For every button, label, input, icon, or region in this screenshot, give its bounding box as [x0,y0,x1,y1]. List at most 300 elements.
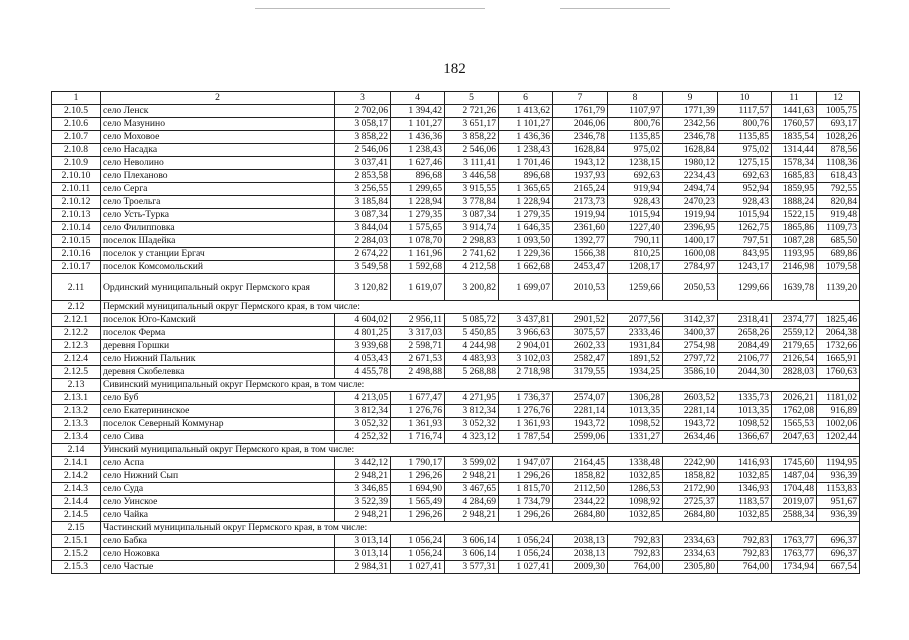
table-row [52,561,860,574]
value-cell: 1108,36 [817,157,860,170]
row-code: 2.10.10 [52,170,101,183]
value-cell: 3 606,14 [445,535,499,548]
value-cell: 1098,52 [718,418,772,431]
value-cell: 2126,54 [772,353,817,366]
value-cell: 696,37 [817,535,860,548]
row-code: 2.10.6 [52,118,101,131]
table-row [52,405,860,418]
value-cell: 1243,17 [718,261,772,274]
group-title: Частинский муниципальный округ Пермского края, в том числе: [101,522,860,535]
value-cell: 2 721,26 [445,105,499,118]
value-cell: 1 093,50 [499,235,553,248]
value-cell: 1 101,27 [391,118,445,131]
value-cell: 1565,53 [772,418,817,431]
value-cell: 1980,12 [663,157,718,170]
value-cell: 3179,55 [553,366,608,379]
value-cell: 3 087,34 [335,209,391,222]
value-cell: 1 228,94 [391,196,445,209]
value-cell: 1 299,65 [391,183,445,196]
row-name: село Частые [101,561,335,574]
value-cell: 1153,83 [817,483,860,496]
value-cell: 2044,30 [718,366,772,379]
value-cell: 2658,26 [718,327,772,340]
value-cell: 1338,48 [608,457,663,470]
value-cell: 2470,23 [663,196,718,209]
value-cell: 2784,97 [663,261,718,274]
value-cell: 3 052,32 [335,418,391,431]
row-name: село Насадка [101,144,335,157]
value-cell: 3 317,03 [391,327,445,340]
row-code: 2.12.4 [52,353,101,366]
value-cell: 2334,63 [663,548,718,561]
value-cell: 1079,58 [817,261,860,274]
value-cell: 1013,35 [718,405,772,418]
row-code: 2.15.2 [52,548,101,561]
value-cell: 3 915,55 [445,183,499,196]
value-cell: 1 662,68 [499,261,553,274]
value-cell: 2 948,21 [445,509,499,522]
row-code: 2.10.13 [52,209,101,222]
value-cell: 4 284,69 [445,496,499,509]
value-cell: 4 323,12 [445,431,499,444]
value-cell: 1107,97 [608,105,663,118]
value-cell: 1 229,36 [499,248,553,261]
value-cell: 2582,47 [553,353,608,366]
value-cell: 928,43 [608,196,663,209]
top-rule-left [255,8,485,9]
value-cell: 3 256,55 [335,183,391,196]
tariff-table [51,91,860,574]
value-cell: 2396,95 [663,222,718,235]
value-cell: 1943,72 [663,418,718,431]
row-name: село Нижний Пальник [101,353,335,366]
value-cell: 820,84 [817,196,860,209]
table-row [52,340,860,353]
value-cell: 1183,57 [718,496,772,509]
value-cell: 1 734,79 [499,496,553,509]
value-cell: 2 284,03 [335,235,391,248]
value-cell: 2494,74 [663,183,718,196]
value-cell: 2077,56 [608,314,663,327]
row-code: 2.10.9 [52,157,101,170]
value-cell: 1 279,35 [499,209,553,222]
value-cell: 1 701,46 [499,157,553,170]
value-cell: 2797,72 [663,353,718,366]
value-cell: 1891,52 [608,353,663,366]
value-cell: 1 394,42 [391,105,445,118]
column-number-cell: 10 [718,92,772,105]
value-cell: 1 947,07 [499,457,553,470]
value-cell: 1825,46 [817,314,860,327]
value-cell: 1015,94 [718,209,772,222]
column-number-cell: 2 [101,92,335,105]
value-cell: 2 498,88 [391,366,445,379]
row-code: 2.10.16 [52,248,101,261]
row-code: 2.14 [52,444,101,457]
value-cell: 1032,85 [718,470,772,483]
value-cell: 1 276,76 [499,405,553,418]
value-cell: 3586,10 [663,366,718,379]
value-cell: 1 436,36 [499,131,553,144]
value-cell: 1015,94 [608,209,663,222]
value-cell: 3 013,14 [335,535,391,548]
value-cell: 2242,90 [663,457,718,470]
value-cell: 1194,95 [817,457,860,470]
row-name: село Филипповка [101,222,335,235]
value-cell: 1 296,26 [499,470,553,483]
row-name: село Аспа [101,457,335,470]
value-cell: 2179,65 [772,340,817,353]
value-cell: 792,83 [718,535,772,548]
value-cell: 1 027,41 [391,561,445,574]
value-cell: 2234,43 [663,170,718,183]
table-row [52,353,860,366]
value-cell: 1002,06 [817,418,860,431]
value-cell: 1181,02 [817,392,860,405]
value-cell: 2634,46 [663,431,718,444]
column-number-cell: 1 [52,92,101,105]
value-cell: 696,37 [817,548,860,561]
row-code: 2.10.14 [52,222,101,235]
value-cell: 3 013,14 [335,548,391,561]
value-cell: 2 956,11 [391,314,445,327]
value-cell: 3142,37 [663,314,718,327]
row-code: 2.10.8 [52,144,101,157]
value-cell: 2 598,71 [391,340,445,353]
row-code: 2.13.1 [52,392,101,405]
value-cell: 3 651,17 [445,118,499,131]
value-cell: 1135,85 [608,131,663,144]
row-code: 2.14.1 [52,457,101,470]
value-cell: 1 056,24 [499,548,553,561]
row-code: 2.10.12 [52,196,101,209]
value-cell: 1 279,35 [391,209,445,222]
value-cell: 790,11 [608,235,663,248]
value-cell: 1937,93 [553,170,608,183]
value-cell: 2684,80 [663,509,718,522]
row-code: 2.10.17 [52,261,101,274]
value-cell: 1032,85 [608,470,663,483]
column-number-cell: 5 [445,92,499,105]
table-row [52,248,860,261]
column-number-cell: 12 [817,92,860,105]
value-cell: 1 436,36 [391,131,445,144]
value-cell: 4 801,25 [335,327,391,340]
value-cell: 1013,35 [608,405,663,418]
value-cell: 1 276,76 [391,405,445,418]
value-cell: 2305,80 [663,561,718,574]
value-cell: 3400,37 [663,327,718,340]
row-code: 2.14.2 [52,470,101,483]
value-cell: 1 078,70 [391,235,445,248]
value-cell: 1745,60 [772,457,817,470]
column-number-cell: 3 [335,92,391,105]
row-name: село Чайка [101,509,335,522]
value-cell: 2684,80 [553,509,608,522]
row-name: село Сива [101,431,335,444]
value-cell: 843,95 [718,248,772,261]
value-cell: 692,63 [608,170,663,183]
value-cell: 1919,94 [663,209,718,222]
value-cell: 1032,85 [718,509,772,522]
table-row [52,235,860,248]
column-number-cell: 4 [391,92,445,105]
value-cell: 1 056,24 [391,535,445,548]
value-cell: 3 200,82 [445,274,499,301]
value-cell: 2281,14 [553,405,608,418]
value-cell: 916,89 [817,405,860,418]
row-code: 2.11 [52,274,101,301]
value-cell: 2 546,06 [335,144,391,157]
value-cell: 1109,73 [817,222,860,235]
value-cell: 2 674,22 [335,248,391,261]
row-name: село Екатерининское [101,405,335,418]
value-cell: 2 904,01 [499,340,553,353]
value-cell: 1238,15 [608,157,663,170]
value-cell: 3 844,04 [335,222,391,235]
value-cell: 1 716,74 [391,431,445,444]
group-title: Уинский муниципальный округ Пермского края, в том числе: [101,444,860,457]
value-cell: 2172,90 [663,483,718,496]
value-cell: 2 948,21 [335,509,391,522]
value-cell: 2599,06 [553,431,608,444]
value-cell: 2164,45 [553,457,608,470]
value-cell: 2165,24 [553,183,608,196]
value-cell: 1 677,47 [391,392,445,405]
row-name: село Ленск [101,105,335,118]
value-cell: 3 914,74 [445,222,499,235]
value-cell: 2281,14 [663,405,718,418]
value-cell: 1275,15 [718,157,772,170]
value-cell: 4 053,43 [335,353,391,366]
value-cell: 1 790,17 [391,457,445,470]
value-cell: 1193,95 [772,248,817,261]
value-cell: 1 565,49 [391,496,445,509]
table-row [52,105,860,118]
value-cell: 3 346,85 [335,483,391,496]
value-cell: 2047,63 [772,431,817,444]
value-cell: 3 812,34 [445,405,499,418]
value-cell: 3 858,22 [445,131,499,144]
value-cell: 685,50 [817,235,860,248]
value-cell: 1865,86 [772,222,817,235]
value-cell: 1762,08 [772,405,817,418]
table-row [52,418,860,431]
row-name: поселок у станции Ергач [101,248,335,261]
value-cell: 1 815,70 [499,483,553,496]
value-cell: 919,94 [608,183,663,196]
value-cell: 3075,57 [553,327,608,340]
value-cell: 1227,40 [608,222,663,235]
value-cell: 1919,94 [553,209,608,222]
table-row [52,196,860,209]
value-cell: 2 948,21 [335,470,391,483]
value-cell: 2026,21 [772,392,817,405]
value-cell: 2374,77 [772,314,817,327]
value-cell: 692,63 [718,170,772,183]
table-row [52,366,860,379]
value-cell: 1262,75 [718,222,772,235]
value-cell: 810,25 [608,248,663,261]
value-cell: 3 052,32 [445,418,499,431]
table-row [52,483,860,496]
value-cell: 1098,92 [608,496,663,509]
value-cell: 764,00 [718,561,772,574]
value-cell: 667,54 [817,561,860,574]
value-cell: 2009,30 [553,561,608,574]
value-cell: 3 966,63 [499,327,553,340]
row-code: 2.12.1 [52,314,101,327]
value-cell: 3 102,03 [499,353,553,366]
value-cell: 2046,06 [553,118,608,131]
value-cell: 792,83 [718,548,772,561]
group-title: Сивинский муниципальный округ Пермского края, в том числе: [101,379,860,392]
column-number-cell: 8 [608,92,663,105]
value-cell: 1628,84 [663,144,718,157]
value-cell: 975,02 [608,144,663,157]
value-cell: 800,76 [608,118,663,131]
value-cell: 1 361,93 [391,418,445,431]
value-cell: 2112,50 [553,483,608,496]
value-cell: 1208,17 [608,261,663,274]
row-code: 2.13.4 [52,431,101,444]
table-row [52,535,860,548]
row-code: 2.10.5 [52,105,101,118]
value-cell: 896,68 [391,170,445,183]
value-cell: 1 296,26 [499,509,553,522]
value-cell: 4 455,78 [335,366,391,379]
table-group-row [52,522,860,535]
value-cell: 792,83 [608,548,663,561]
value-cell: 1 619,07 [391,274,445,301]
value-cell: 1 361,93 [499,418,553,431]
value-cell: 792,55 [817,183,860,196]
row-name: село Суда [101,483,335,496]
column-number-row [52,92,860,105]
row-code: 2.10.15 [52,235,101,248]
value-cell: 1028,26 [817,131,860,144]
row-name: село Мазунино [101,118,335,131]
value-cell: 3 606,14 [445,548,499,561]
value-cell: 3 577,31 [445,561,499,574]
value-cell: 1522,15 [772,209,817,222]
value-cell: 1366,67 [718,431,772,444]
value-cell: 1 228,94 [499,196,553,209]
table-row [52,457,860,470]
row-name: село Уинское [101,496,335,509]
value-cell: 4 212,58 [445,261,499,274]
value-cell: 2333,46 [608,327,663,340]
value-cell: 4 213,05 [335,392,391,405]
row-name: село Троельга [101,196,335,209]
row-code: 2.12 [52,301,101,314]
column-number-cell: 7 [553,92,608,105]
value-cell: 919,48 [817,209,860,222]
value-cell: 1 238,43 [499,144,553,157]
value-cell: 2019,07 [772,496,817,509]
value-cell: 1 238,43 [391,144,445,157]
value-cell: 2344,22 [553,496,608,509]
value-cell: 2173,73 [553,196,608,209]
value-cell: 1639,78 [772,274,817,301]
value-cell: 5 268,88 [445,366,499,379]
value-cell: 2588,34 [772,509,817,522]
value-cell: 1600,08 [663,248,718,261]
table-row [52,548,860,561]
value-cell: 2 546,06 [445,144,499,157]
page-number: 182 [443,61,466,77]
value-cell: 1 592,68 [391,261,445,274]
value-cell: 1760,57 [772,118,817,131]
row-code: 2.15.3 [52,561,101,574]
value-cell: 1760,63 [817,366,860,379]
value-cell: 1306,28 [608,392,663,405]
value-cell: 1 575,65 [391,222,445,235]
row-code: 2.15.1 [52,535,101,548]
value-cell: 1 699,07 [499,274,553,301]
column-number-cell: 6 [499,92,553,105]
value-cell: 2 853,58 [335,170,391,183]
value-cell: 1314,44 [772,144,817,157]
row-code: 2.12.2 [52,327,101,340]
value-cell: 3 522,39 [335,496,391,509]
value-cell: 1704,48 [772,483,817,496]
value-cell: 1331,27 [608,431,663,444]
value-cell: 1 365,65 [499,183,553,196]
value-cell: 1 627,46 [391,157,445,170]
value-cell: 2901,52 [553,314,608,327]
row-code: 2.15 [52,522,101,535]
value-cell: 1487,04 [772,470,817,483]
row-name: поселок Ферма [101,327,335,340]
row-code: 2.13.2 [52,405,101,418]
value-cell: 2064,38 [817,327,860,340]
value-cell: 2574,07 [553,392,608,405]
value-cell: 1392,77 [553,235,608,248]
table-row [52,431,860,444]
row-code: 2.14.3 [52,483,101,496]
value-cell: 2346,78 [553,131,608,144]
value-cell: 5 450,85 [445,327,499,340]
value-cell: 1135,85 [718,131,772,144]
value-cell: 1943,12 [553,157,608,170]
row-code: 2.10.11 [52,183,101,196]
value-cell: 2 741,62 [445,248,499,261]
value-cell: 952,94 [718,183,772,196]
row-code: 2.10.7 [52,131,101,144]
value-cell: 2318,41 [718,314,772,327]
value-cell: 5 085,72 [445,314,499,327]
row-code: 2.14.4 [52,496,101,509]
table-row [52,222,860,235]
table-row [52,131,860,144]
value-cell: 1335,73 [718,392,772,405]
value-cell: 2754,98 [663,340,718,353]
value-cell: 3 939,68 [335,340,391,353]
column-number-cell: 11 [772,92,817,105]
value-cell: 4 244,98 [445,340,499,353]
value-cell: 1202,44 [817,431,860,444]
row-name: село Нижний Сып [101,470,335,483]
value-cell: 1835,54 [772,131,817,144]
value-cell: 3 185,84 [335,196,391,209]
row-name: деревня Скобелевка [101,366,335,379]
table-row [52,261,860,274]
value-cell: 1566,38 [553,248,608,261]
row-name: село Буб [101,392,335,405]
value-cell: 3 812,34 [335,405,391,418]
value-cell: 3 437,81 [499,314,553,327]
